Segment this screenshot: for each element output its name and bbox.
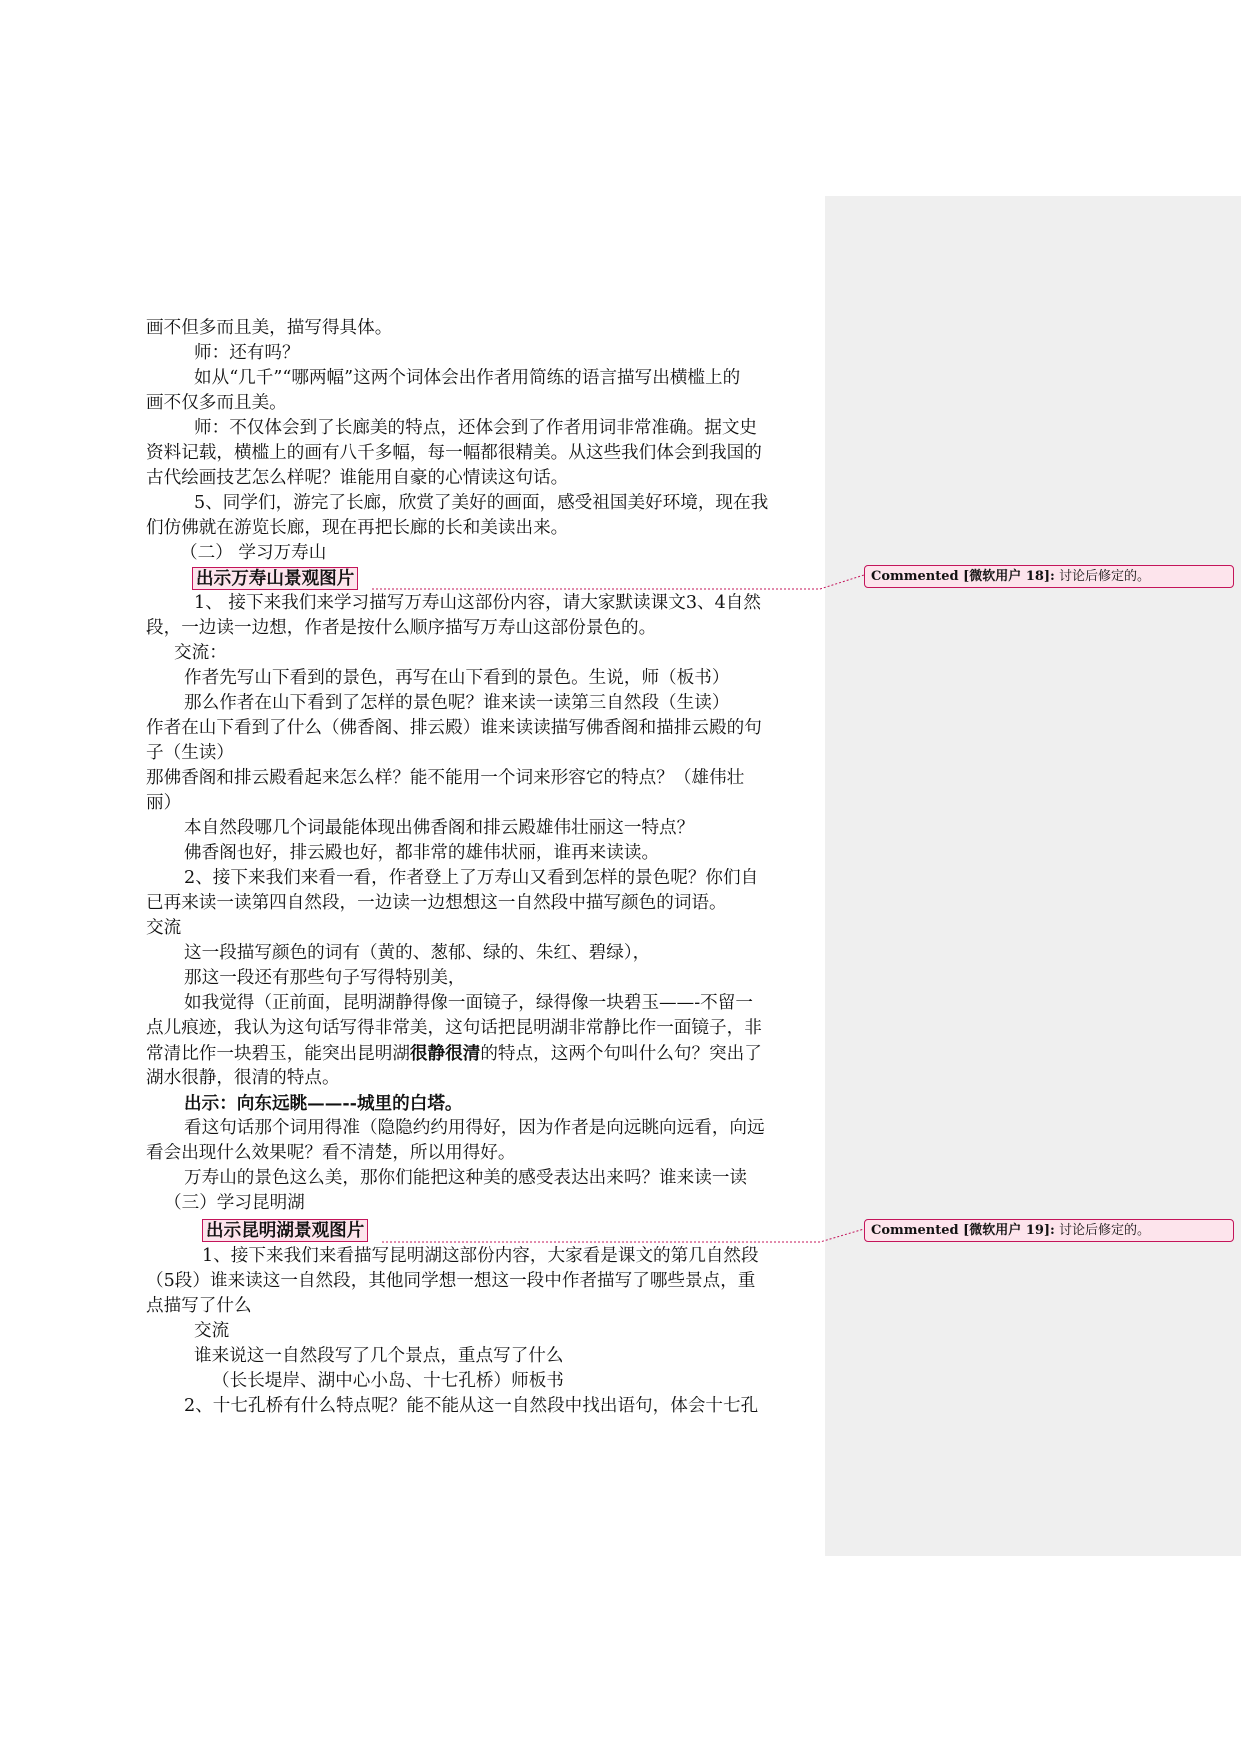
comment-text: 讨论后修定的。 xyxy=(1059,1223,1151,1238)
text-line: 交流 xyxy=(146,918,182,938)
commented-text-highlight[interactable]: 出示万寿山景观图片 xyxy=(192,567,358,590)
comment-text: 讨论后修定的。 xyxy=(1059,569,1151,584)
comment-connector-18 xyxy=(372,575,864,589)
text-line: （长长堤岸、湖中心小岛、十七孔桥）师板书 xyxy=(212,1371,564,1391)
text-line: 本自然段哪几个词最能体现出佛香阁和排云殿雄伟壮丽这一特点？ xyxy=(184,818,695,838)
text-line: 画不仅多而且美。 xyxy=(146,393,287,413)
text-line: 点儿痕迹，我认为这句话写得非常美，这句话把昆明湖非常静比作一面镜子，非 xyxy=(146,1018,762,1038)
text-line: 谁来说这一自然段写了几个景点，重点写了什么 xyxy=(194,1346,564,1366)
text-line: 段，一边读一边想，作者是按什么顺序描写万寿山这部份景色的。 xyxy=(146,618,657,638)
comment-connector-19 xyxy=(382,1229,864,1242)
text-line: 那么作者在山下看到了怎样的景色呢？谁来读一读第三自然段（生读） xyxy=(184,693,730,713)
text-line: 师：不仅体会到了长廊美的特点，还体会到了作者用词非常准确。据文史 xyxy=(194,418,758,438)
text-line: 们仿佛就在游览长廊，现在再把长廊的长和美读出来。 xyxy=(146,518,569,538)
text-line: 2、接下来我们来看一看，作者登上了万寿山又看到怎样的景色呢？你们自 xyxy=(184,868,759,888)
text-line: 那佛香阁和排云殿看起来怎么样？能不能用一个词来形容它的特点？（雄伟壮 xyxy=(146,768,745,788)
text-line: 丽） xyxy=(146,793,182,813)
section-heading: （三）学习昆明湖 xyxy=(164,1193,305,1213)
text-line: 师：还有吗？ xyxy=(194,343,300,363)
text-line: 画不但多而且美，描写得具体。 xyxy=(146,318,393,338)
text-line: 5、同学们，游完了长廊，欣赏了美好的画面，感受祖国美好环境，现在我 xyxy=(194,493,769,513)
text-line: 点描写了什么 xyxy=(146,1296,252,1316)
text-line: 1、 接下来我们来学习描写万寿山这部份内容，请大家默读课文3、4自然 xyxy=(194,593,761,613)
text-line: 2、十七孔桥有什么特点呢？能不能从这一自然段中找出语句，体会十七孔 xyxy=(184,1396,759,1416)
text-line: 1、接下来我们来看描写昆明湖这部份内容，大家看是课文的第几自然段 xyxy=(202,1246,759,1266)
comment-author: Commented [微软用户 18]: xyxy=(871,569,1055,584)
commented-text-highlight[interactable]: 出示昆明湖景观图片 xyxy=(202,1219,368,1242)
text-line: 万寿山的景色这么美，那你们能把这种美的感受表达出来吗？谁来读一读 xyxy=(184,1168,748,1188)
text-line: （5段）谁来读这一自然段，其他同学想一想这一段中作者描写了哪些景点，重 xyxy=(146,1271,756,1291)
text-line: 这一段描写颜色的词有（黄的、葱郁、绿的、朱红、碧绿）， xyxy=(184,943,651,963)
text-line: 湖水很静，很清的特点。 xyxy=(146,1068,340,1088)
text-line: 佛香阁也好，排云殿也好，都非常的雄伟状丽，谁再来读读。 xyxy=(184,843,660,863)
text-line: 看这句话那个词用得准（隐隐约约用得好，因为作者是向远眺向远看，向远 xyxy=(184,1118,765,1138)
text-line xyxy=(146,1041,762,1066)
text-line: 如我觉得（正前面，昆明湖静得像一面镜子，绿得像一块碧玉——-不留一 xyxy=(184,993,753,1013)
text-line: 子（生读） xyxy=(146,743,234,763)
text-line: 作者先写山下看到的景色，再写在山下看到的景色。生说，师（板书） xyxy=(184,668,730,688)
comment-balloon-19[interactable] xyxy=(864,1219,1234,1242)
text-line: 古代绘画技艺怎么样呢？谁能用自豪的心情读这句话。 xyxy=(146,468,569,488)
comment-author: Commented [微软用户 19]: xyxy=(871,1223,1055,1238)
text-line: 交流 xyxy=(194,1321,230,1341)
comment-balloon-18[interactable] xyxy=(864,565,1234,588)
text-line: 看会出现什么效果呢？看不清楚，所以用得好。 xyxy=(146,1143,516,1163)
bold-line: 出示：向东远眺——--城里的白塔。 xyxy=(184,1093,463,1114)
text-line: 作者在山下看到了什么（佛香阁、排云殿）谁来读读描写佛香阁和描排云殿的句 xyxy=(146,718,762,738)
text-line: 已再来读一读第四自然段，一边读一边想想这一自然段中描写颜色的词语。 xyxy=(146,893,727,913)
text-run: 的特点，这两个句叫什么句？突出了 xyxy=(480,1044,762,1064)
text-line: 资料记载，横槛上的画有八千多幅，每一幅都很精美。从这些我们体会到我国的 xyxy=(146,443,762,463)
highlight-line xyxy=(192,566,358,591)
section-heading: （二） 学习万寿山 xyxy=(180,543,327,563)
text-run: 常清比作一块碧玉，能突出昆明湖 xyxy=(146,1044,410,1064)
text-line: 交流： xyxy=(174,643,227,663)
highlight-line xyxy=(202,1218,368,1243)
text-line: 那这一段还有那些句子写得特别美， xyxy=(184,968,466,988)
text-line: 如从“几千”“哪两幅”这两个词体会出作者用简练的语言描写出横槛上的 xyxy=(194,368,741,388)
bold-text-run: 很静很清 xyxy=(409,1043,481,1064)
